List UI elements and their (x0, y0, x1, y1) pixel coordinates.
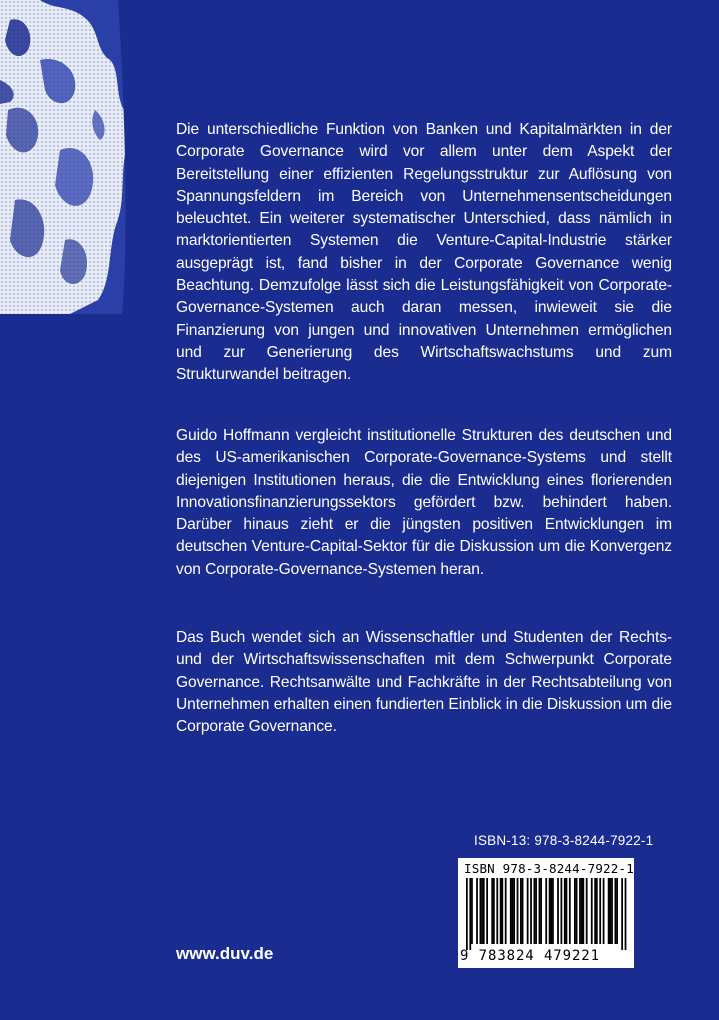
barcode-bar (481, 878, 483, 944)
barcode-bar (540, 878, 542, 944)
description-paragraph-1: Die unterschiedliche Funktion von Banken und Kapitalmärkten in der Corporate Governance wird vor allem unter dem Aspekt der Bereitstellung einer effizienten Regelungsstruktur zur Auflösung von Spannungsfeldern im Bereich von Unternehmensentscheidungen beleuchtet. Ein weiterer systematischer Unterschied, dass nämlich in marktorientierten Systemen die Venture-Capital-Industrie stärker ausgeprägt ist, fand bisher in der Corporate Governance wenig Beachtung. Demzufolge lässt sich die Leistungsfähigkeit von Corporate-Governance-Systemen auch daran messen, inwieweit sie die Finanzierung von jungen und innovativen Unternehmen ermöglichen und zur Generierung des Wirtschaftswachstums und zum Strukturwandel beitragen. (176, 121, 672, 384)
barcode-bar (586, 878, 588, 944)
barcode-bar (471, 878, 473, 944)
barcode-icon (466, 878, 628, 950)
description-paragraph-3: Das Buch wendet sich an Wissenschaftler und Studenten der Rechts- und der Wirtschaftswissenschaften mit dem Schwerpunkt Corporate Governance. Rechtsanwälte und Fachkräfte in der Rechtsabteilung von Unternehmen erhalten einen fundierten Einblick in die Diskussion um die Corporate Governance. (176, 629, 672, 736)
barcode-bar (466, 878, 468, 950)
barcode-bar (500, 878, 502, 944)
barcode-bar (608, 878, 610, 944)
barcode-bar (557, 878, 559, 944)
barcode-bar (566, 878, 568, 944)
barcode-bar (505, 878, 507, 944)
barcode-bar (582, 878, 584, 944)
barcode-bar (616, 878, 618, 944)
description-paragraph-2: Guido Hoffmann vergleicht institutionelle Strukturen des deutschen und des US-amerikanischen Corporate-Governance-Systems und stellt diejenigen Institutionen heraus, die die Entwicklung eines florierenden Innovationsfinanzierungssektors gefördert bzw. behindert haben. Darüber hinaus zieht er die jüngsten positiven Entwicklungen im deutschen Venture-Capital-Sektor für die Diskussion um die Konvergenz von Corporate-Governance-Systemen heran. (176, 427, 672, 578)
barcode-digits: 9 783824 479221 (460, 948, 600, 964)
barcode-bar (545, 878, 547, 944)
globe-map-image (0, 0, 128, 314)
barcode-bar (512, 878, 514, 944)
barcode-bar (594, 878, 596, 944)
barcode-bar (576, 878, 578, 944)
barcode-bar (517, 878, 519, 944)
barcode-bar (530, 878, 532, 944)
barcode-bar (520, 878, 522, 944)
barcode-bar (621, 878, 623, 950)
barcode-bar (539, 878, 541, 944)
barcode-bar (480, 878, 482, 944)
barcode-bar (603, 878, 605, 944)
barcode-bar (611, 878, 613, 944)
barcode-bar (552, 878, 554, 944)
barcode-bar (476, 878, 478, 944)
isbn-label: ISBN-13: 978-3-8244-7922-1 (474, 833, 654, 848)
barcode-bar (510, 878, 512, 944)
barcode-bar (591, 878, 593, 944)
barcode-bar (513, 878, 515, 944)
barcode-isbn-text: ISBN 978-3-8244-7922-1 (464, 861, 634, 876)
barcode-bar (491, 878, 493, 944)
barcode-bar (564, 878, 566, 944)
barcode-bar (550, 878, 552, 944)
barcode-bar (501, 878, 503, 944)
barcode-bar (596, 878, 598, 944)
barcode-bar (535, 878, 537, 944)
barcode-bar (486, 878, 488, 944)
barcode-bar (581, 878, 583, 944)
website-link[interactable]: www.duv.de (176, 944, 274, 963)
barcode-bar (609, 878, 611, 944)
barcode-box (458, 858, 634, 968)
barcode-bar (561, 878, 563, 944)
barcode-bar (496, 878, 498, 944)
barcode-bar (599, 878, 601, 944)
barcode-bar (522, 878, 524, 944)
barcode-bar (483, 878, 485, 944)
barcode-bar (549, 878, 551, 944)
barcode-bar (569, 878, 571, 944)
barcode-bar (469, 878, 471, 950)
barcode-bar (534, 878, 536, 944)
barcode-bar (615, 878, 617, 944)
barcode-bar (574, 878, 576, 944)
barcode-bar (579, 878, 581, 944)
barcode-bar (625, 878, 627, 950)
barcode-bar (493, 878, 495, 944)
barcode-bar (527, 878, 529, 944)
